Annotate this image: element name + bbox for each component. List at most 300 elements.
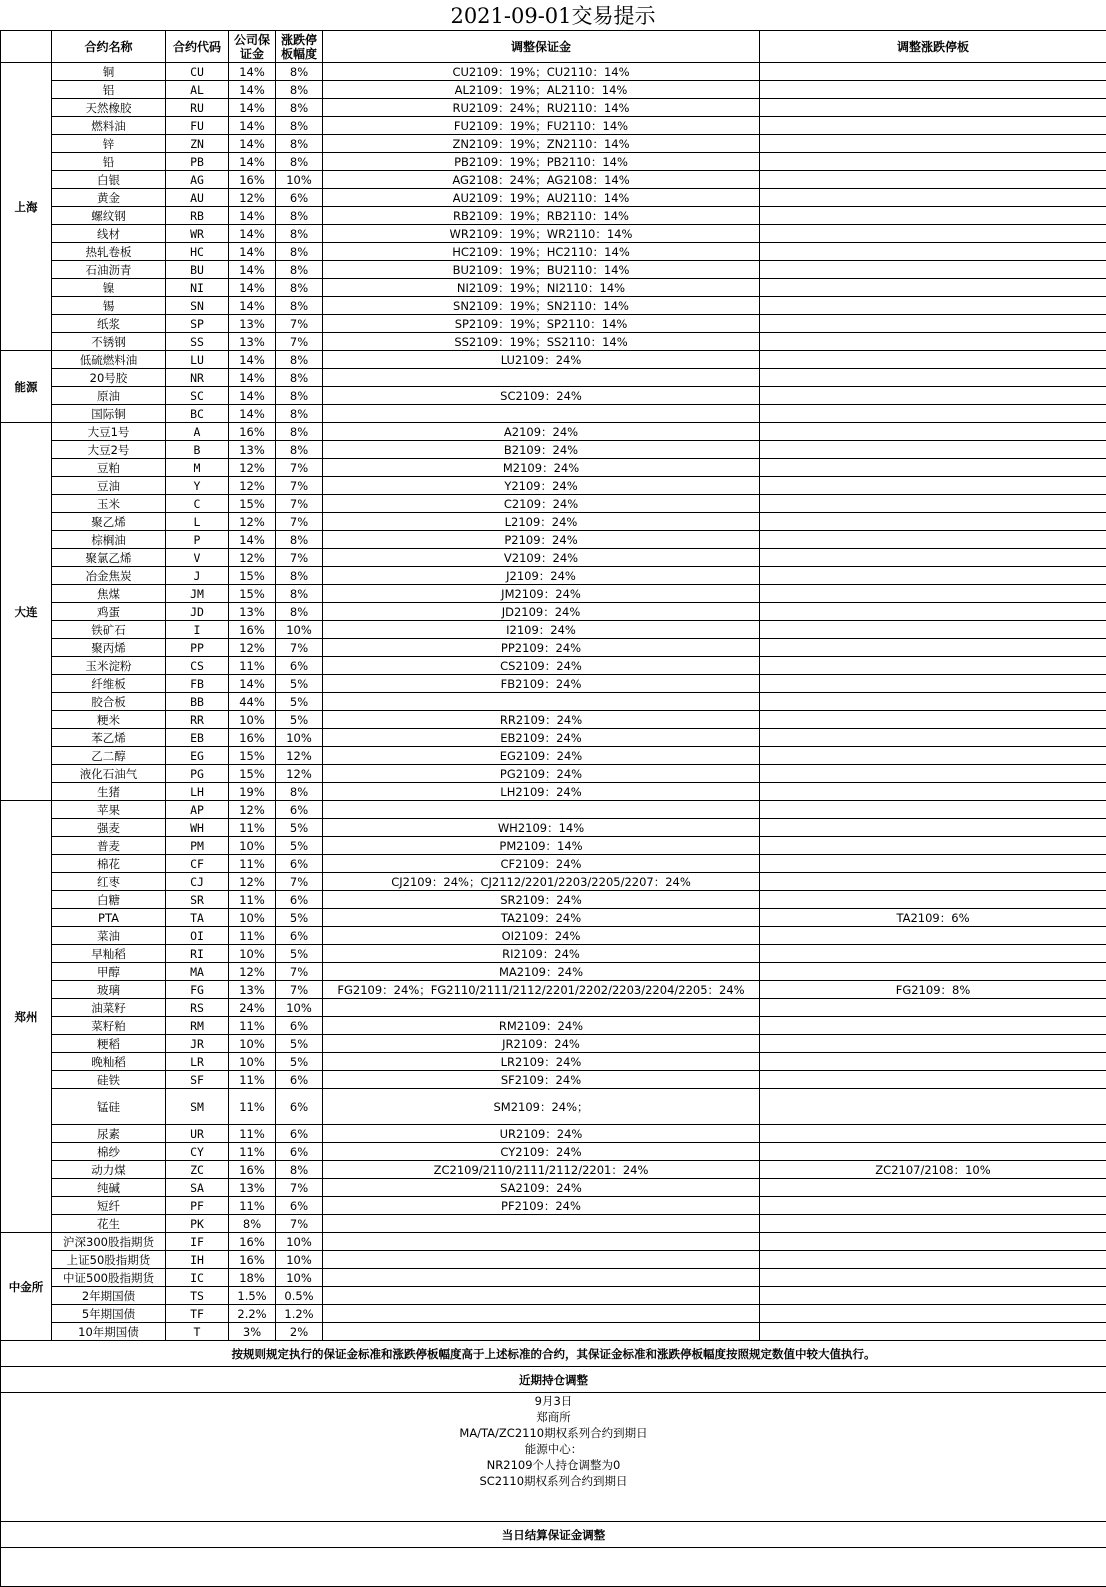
contract-row xyxy=(1,603,1106,621)
adjusted-margin-cell: B2109：24% xyxy=(323,441,760,459)
company-margin-cell: 15% xyxy=(229,747,276,765)
contract-name-cell: 苯乙烯 xyxy=(52,729,166,747)
contract-row xyxy=(1,855,1106,873)
adjusted-margin-cell: AL2109：19%；AL2110：14% xyxy=(323,81,760,99)
contract-code-cell: PB xyxy=(166,153,229,171)
price-limit-cell: 8% xyxy=(276,405,323,423)
contract-row xyxy=(1,765,1106,783)
price-limit-cell: 8% xyxy=(276,603,323,621)
header-adjusted-limit: 调整涨跌停板 xyxy=(760,31,1106,63)
position-note-line: 能源中心： xyxy=(1,1441,1106,1457)
adjusted-margin-cell: P2109：24% xyxy=(323,531,760,549)
contract-code-cell: SF xyxy=(166,1071,229,1089)
contract-row xyxy=(1,1305,1106,1323)
company-margin-cell: 12% xyxy=(229,801,276,819)
price-limit-cell: 5% xyxy=(276,675,323,693)
contract-name-cell: 甲醇 xyxy=(52,963,166,981)
company-margin-cell: 12% xyxy=(229,477,276,495)
price-limit-cell: 8% xyxy=(276,351,323,369)
contract-row xyxy=(1,513,1106,531)
contract-code-cell: LU xyxy=(166,351,229,369)
company-margin-cell: 16% xyxy=(229,423,276,441)
contract-code-cell: A xyxy=(166,423,229,441)
contract-row xyxy=(1,117,1106,135)
company-margin-cell: 2.2% xyxy=(229,1305,276,1323)
price-limit-cell: 5% xyxy=(276,1035,323,1053)
contract-row xyxy=(1,1125,1106,1143)
price-limit-cell: 7% xyxy=(276,1179,323,1197)
contract-code-cell: JM xyxy=(166,585,229,603)
company-margin-cell: 14% xyxy=(229,351,276,369)
adjusted-limit-cell xyxy=(760,531,1106,549)
price-limit-cell: 5% xyxy=(276,693,323,711)
contract-name-cell: 锌 xyxy=(52,135,166,153)
contract-code-cell: NI xyxy=(166,279,229,297)
contract-code-cell: SA xyxy=(166,1179,229,1197)
adjusted-limit-cell xyxy=(760,369,1106,387)
contract-name-cell: 苹果 xyxy=(52,801,166,819)
company-margin-cell: 14% xyxy=(229,117,276,135)
price-limit-cell: 8% xyxy=(276,369,323,387)
price-limit-cell: 6% xyxy=(276,801,323,819)
adjusted-limit-cell xyxy=(760,891,1106,909)
contract-row xyxy=(1,1269,1106,1287)
adjusted-margin-cell: LH2109：24% xyxy=(323,783,760,801)
contract-row xyxy=(1,171,1106,189)
contract-code-cell: ZC xyxy=(166,1161,229,1179)
settlement-title-row xyxy=(1,1522,1106,1548)
company-margin-cell: 14% xyxy=(229,81,276,99)
company-margin-cell: 13% xyxy=(229,603,276,621)
adjusted-margin-cell xyxy=(323,1251,760,1269)
company-margin-cell: 10% xyxy=(229,1035,276,1053)
header-exchange xyxy=(1,31,52,63)
contract-name-cell: 原油 xyxy=(52,387,166,405)
company-margin-cell: 16% xyxy=(229,171,276,189)
contract-code-cell: OI xyxy=(166,927,229,945)
price-limit-cell: 6% xyxy=(276,1089,323,1125)
adjusted-margin-cell: L2109：24% xyxy=(323,513,760,531)
contract-name-cell: 铅 xyxy=(52,153,166,171)
adjusted-margin-cell: AU2109：19%；AU2110：14% xyxy=(323,189,760,207)
adjusted-limit-cell xyxy=(760,1143,1106,1161)
company-margin-cell: 14% xyxy=(229,153,276,171)
contract-name-cell: 镍 xyxy=(52,279,166,297)
contract-row xyxy=(1,297,1106,315)
company-margin-cell: 11% xyxy=(229,855,276,873)
price-limit-cell: 1.2% xyxy=(276,1305,323,1323)
contract-row xyxy=(1,945,1106,963)
company-margin-cell: 14% xyxy=(229,369,276,387)
adjusted-limit-cell xyxy=(760,243,1106,261)
contract-code-cell: ZN xyxy=(166,135,229,153)
contract-name-cell: 螺纹钢 xyxy=(52,207,166,225)
contract-code-cell: SN xyxy=(166,297,229,315)
company-margin-cell: 19% xyxy=(229,783,276,801)
company-margin-cell: 14% xyxy=(229,297,276,315)
price-limit-cell: 8% xyxy=(276,81,323,99)
contract-code-cell: P xyxy=(166,531,229,549)
position-section-title: 近期持仓调整 xyxy=(1,1367,1106,1393)
company-margin-cell: 13% xyxy=(229,441,276,459)
contract-name-cell: 玻璃 xyxy=(52,981,166,999)
contract-name-cell: 5年期国债 xyxy=(52,1305,166,1323)
adjusted-margin-cell: CY2109：24% xyxy=(323,1143,760,1161)
price-limit-cell: 2% xyxy=(276,1323,323,1341)
position-note-line: 9月3日 xyxy=(1,1393,1106,1409)
adjusted-limit-cell xyxy=(760,675,1106,693)
adjusted-margin-cell: FB2109：24% xyxy=(323,675,760,693)
price-limit-cell: 7% xyxy=(276,315,323,333)
price-limit-cell: 6% xyxy=(276,855,323,873)
adjusted-margin-cell: MA2109：24% xyxy=(323,963,760,981)
company-margin-cell: 14% xyxy=(229,99,276,117)
price-limit-cell: 5% xyxy=(276,837,323,855)
contract-name-cell: 线材 xyxy=(52,225,166,243)
contract-code-cell: WH xyxy=(166,819,229,837)
price-limit-cell: 8% xyxy=(276,117,323,135)
contract-name-cell: 硅铁 xyxy=(52,1071,166,1089)
company-margin-cell: 24% xyxy=(229,999,276,1017)
company-margin-cell: 11% xyxy=(229,927,276,945)
price-limit-cell: 10% xyxy=(276,1251,323,1269)
contract-code-cell: LH xyxy=(166,783,229,801)
header-adjusted-margin: 调整保证金 xyxy=(323,31,760,63)
company-margin-cell: 12% xyxy=(229,189,276,207)
contract-code-cell: TF xyxy=(166,1305,229,1323)
company-margin-cell: 14% xyxy=(229,135,276,153)
price-limit-cell: 6% xyxy=(276,1125,323,1143)
contract-code-cell: BC xyxy=(166,405,229,423)
contract-name-cell: 花生 xyxy=(52,1215,166,1233)
contract-row xyxy=(1,801,1106,819)
adjusted-limit-cell xyxy=(760,495,1106,513)
adjusted-margin-cell: ZC2109/2110/2111/2112/2201：24% xyxy=(323,1161,760,1179)
adjusted-margin-cell: EB2109：24% xyxy=(323,729,760,747)
adjusted-limit-cell xyxy=(760,801,1106,819)
adjusted-margin-cell: RB2109：19%；RB2110：14% xyxy=(323,207,760,225)
adjusted-margin-cell: RM2109：24% xyxy=(323,1017,760,1035)
company-margin-cell: 16% xyxy=(229,729,276,747)
contract-code-cell: JD xyxy=(166,603,229,621)
contract-code-cell: Y xyxy=(166,477,229,495)
contract-row xyxy=(1,441,1106,459)
company-margin-cell: 11% xyxy=(229,1071,276,1089)
contract-code-cell: SC xyxy=(166,387,229,405)
contract-row xyxy=(1,153,1106,171)
position-note-line: SC2110期权系列合约到期日 xyxy=(1,1473,1106,1489)
contract-name-cell: 纯碱 xyxy=(52,1179,166,1197)
company-margin-cell: 12% xyxy=(229,513,276,531)
adjusted-limit-cell xyxy=(760,477,1106,495)
contract-name-cell: 铝 xyxy=(52,81,166,99)
contract-row xyxy=(1,909,1106,927)
price-limit-cell: 12% xyxy=(276,765,323,783)
adjusted-limit-cell xyxy=(760,441,1106,459)
contract-code-cell: MA xyxy=(166,963,229,981)
contract-code-cell: NR xyxy=(166,369,229,387)
adjusted-limit-cell xyxy=(760,153,1106,171)
contract-row xyxy=(1,1089,1106,1125)
adjusted-margin-cell: SC2109：24% xyxy=(323,387,760,405)
price-limit-cell: 7% xyxy=(276,1215,323,1233)
contract-code-cell: RR xyxy=(166,711,229,729)
contract-code-cell: AL xyxy=(166,81,229,99)
price-limit-cell: 8% xyxy=(276,279,323,297)
adjusted-limit-cell xyxy=(760,567,1106,585)
company-margin-cell: 10% xyxy=(229,1053,276,1071)
adjusted-limit-cell xyxy=(760,1215,1106,1233)
adjusted-limit-cell xyxy=(760,405,1106,423)
contract-row xyxy=(1,279,1106,297)
adjusted-margin-cell: OI2109：24% xyxy=(323,927,760,945)
contract-code-cell: I xyxy=(166,621,229,639)
contract-row xyxy=(1,315,1106,333)
position-note-line: MA/TA/ZC2110期权系列合约到期日 xyxy=(1,1425,1106,1441)
contract-name-cell: 玉米 xyxy=(52,495,166,513)
adjusted-limit-cell xyxy=(760,1179,1106,1197)
adjusted-margin-cell: JD2109：24% xyxy=(323,603,760,621)
contract-row xyxy=(1,729,1106,747)
contract-name-cell: 纸浆 xyxy=(52,315,166,333)
adjusted-margin-cell: CJ2109：24%；CJ2112/2201/2203/2205/2207：24% xyxy=(323,873,760,891)
company-margin-cell: 11% xyxy=(229,819,276,837)
adjusted-margin-cell: FG2109：24%；FG2110/2111/2112/2201/2202/2203/2204/2205：24% xyxy=(323,981,760,999)
position-title-row xyxy=(1,1367,1106,1393)
contract-name-cell: 棉纱 xyxy=(52,1143,166,1161)
contract-code-cell: JR xyxy=(166,1035,229,1053)
contract-name-cell: 短纤 xyxy=(52,1197,166,1215)
price-limit-cell: 6% xyxy=(276,657,323,675)
price-limit-cell: 8% xyxy=(276,783,323,801)
adjusted-limit-cell xyxy=(760,927,1106,945)
adjusted-limit-cell xyxy=(760,855,1106,873)
company-margin-cell: 10% xyxy=(229,711,276,729)
company-margin-cell: 8% xyxy=(229,1215,276,1233)
contract-name-cell: 锰硅 xyxy=(52,1089,166,1125)
company-margin-cell: 13% xyxy=(229,333,276,351)
adjusted-limit-cell xyxy=(760,387,1106,405)
adjusted-margin-cell: SN2109：19%；SN2110：14% xyxy=(323,297,760,315)
adjusted-margin-cell: JR2109：24% xyxy=(323,1035,760,1053)
company-margin-cell: 12% xyxy=(229,873,276,891)
price-limit-cell: 8% xyxy=(276,135,323,153)
contract-row xyxy=(1,999,1106,1017)
contract-name-cell: 油菜籽 xyxy=(52,999,166,1017)
contract-code-cell: SR xyxy=(166,891,229,909)
contract-row xyxy=(1,1251,1106,1269)
adjusted-margin-cell xyxy=(323,1305,760,1323)
company-margin-cell: 15% xyxy=(229,567,276,585)
contract-code-cell: TS xyxy=(166,1287,229,1305)
price-limit-cell: 8% xyxy=(276,387,323,405)
adjusted-limit-cell xyxy=(760,225,1106,243)
adjusted-limit-cell: ZC2107/2108：10% xyxy=(760,1161,1106,1179)
adjusted-limit-cell xyxy=(760,1071,1106,1089)
contract-code-cell: IC xyxy=(166,1269,229,1287)
price-limit-cell: 5% xyxy=(276,945,323,963)
adjusted-limit-cell xyxy=(760,81,1106,99)
contract-row xyxy=(1,1017,1106,1035)
contract-row xyxy=(1,477,1106,495)
company-margin-cell: 14% xyxy=(229,279,276,297)
price-limit-cell: 5% xyxy=(276,1053,323,1071)
adjusted-limit-cell xyxy=(760,747,1106,765)
contract-row xyxy=(1,891,1106,909)
company-margin-cell: 12% xyxy=(229,459,276,477)
adjusted-margin-cell xyxy=(323,1287,760,1305)
adjusted-margin-cell: FU2109：19%；FU2110：14% xyxy=(323,117,760,135)
contract-code-cell: SM xyxy=(166,1089,229,1125)
adjusted-margin-cell xyxy=(323,1233,760,1251)
contract-code-cell: CS xyxy=(166,657,229,675)
contract-name-cell: 黄金 xyxy=(52,189,166,207)
adjusted-limit-cell xyxy=(760,135,1106,153)
contract-row xyxy=(1,1287,1106,1305)
contract-code-cell: LR xyxy=(166,1053,229,1071)
adjusted-margin-cell: PP2109：24% xyxy=(323,639,760,657)
header-price-limit: 涨跌停 板幅度 xyxy=(276,31,323,63)
adjusted-margin-cell: LR2109：24% xyxy=(323,1053,760,1071)
adjusted-margin-cell: I2109：24% xyxy=(323,621,760,639)
position-notes-row xyxy=(1,1393,1106,1522)
adjusted-limit-cell xyxy=(760,963,1106,981)
adjusted-limit-cell xyxy=(760,729,1106,747)
contract-name-cell: 棕榈油 xyxy=(52,531,166,549)
adjusted-margin-cell: JM2109：24% xyxy=(323,585,760,603)
adjusted-margin-cell: SR2109：24% xyxy=(323,891,760,909)
adjusted-margin-cell: CS2109：24% xyxy=(323,657,760,675)
company-margin-cell: 11% xyxy=(229,1125,276,1143)
adjusted-limit-cell xyxy=(760,1305,1106,1323)
contract-row xyxy=(1,549,1106,567)
contract-name-cell: 红枣 xyxy=(52,873,166,891)
price-limit-cell: 5% xyxy=(276,711,323,729)
table-body xyxy=(1,63,1106,1341)
company-margin-cell: 44% xyxy=(229,693,276,711)
price-limit-cell: 7% xyxy=(276,963,323,981)
contract-row xyxy=(1,261,1106,279)
company-margin-cell: 14% xyxy=(229,261,276,279)
contract-code-cell: EB xyxy=(166,729,229,747)
company-margin-cell: 11% xyxy=(229,1197,276,1215)
adjusted-margin-cell xyxy=(323,801,760,819)
contract-code-cell: PP xyxy=(166,639,229,657)
price-limit-cell: 7% xyxy=(276,477,323,495)
adjusted-limit-cell xyxy=(760,279,1106,297)
contract-name-cell: 天然橡胶 xyxy=(52,99,166,117)
contract-code-cell: AG xyxy=(166,171,229,189)
contract-name-cell: 晚籼稻 xyxy=(52,1053,166,1071)
contract-row xyxy=(1,387,1106,405)
adjusted-margin-cell: AG2108：24%；AG2108：14% xyxy=(323,171,760,189)
position-note-line: NR2109个人持仓调整为0 xyxy=(1,1457,1106,1473)
contract-code-cell: M xyxy=(166,459,229,477)
adjusted-margin-cell xyxy=(323,1323,760,1341)
contract-code-cell: SS xyxy=(166,333,229,351)
contract-row xyxy=(1,567,1106,585)
price-limit-cell: 8% xyxy=(276,585,323,603)
price-limit-cell: 7% xyxy=(276,981,323,999)
price-limit-cell: 8% xyxy=(276,423,323,441)
adjusted-limit-cell xyxy=(760,639,1106,657)
contract-name-cell: 铁矿石 xyxy=(52,621,166,639)
contract-name-cell: 聚丙烯 xyxy=(52,639,166,657)
contract-code-cell: RU xyxy=(166,99,229,117)
contract-row xyxy=(1,1143,1106,1161)
company-margin-cell: 14% xyxy=(229,207,276,225)
contract-code-cell: RM xyxy=(166,1017,229,1035)
price-limit-cell: 8% xyxy=(276,63,323,81)
contract-name-cell: 粳稻 xyxy=(52,1035,166,1053)
contract-row xyxy=(1,711,1106,729)
company-margin-cell: 15% xyxy=(229,495,276,513)
price-limit-cell: 10% xyxy=(276,171,323,189)
adjusted-limit-cell xyxy=(760,459,1106,477)
contract-code-cell: SP xyxy=(166,315,229,333)
contract-code-cell: PG xyxy=(166,765,229,783)
adjusted-margin-cell: TA2109：24% xyxy=(323,909,760,927)
contract-row xyxy=(1,1161,1106,1179)
adjusted-margin-cell: HC2109：19%；HC2110：14% xyxy=(323,243,760,261)
adjusted-limit-cell xyxy=(760,351,1106,369)
contract-name-cell: 不锈钢 xyxy=(52,333,166,351)
adjusted-margin-cell: PF2109：24% xyxy=(323,1197,760,1215)
exchange-name: 上海 xyxy=(1,63,52,351)
company-margin-cell: 14% xyxy=(229,63,276,81)
contract-name-cell: 菜籽粕 xyxy=(52,1017,166,1035)
contract-code-cell: PF xyxy=(166,1197,229,1215)
company-margin-cell: 10% xyxy=(229,945,276,963)
contract-row xyxy=(1,1323,1106,1341)
contract-name-cell: 石油沥青 xyxy=(52,261,166,279)
adjusted-limit-cell xyxy=(760,261,1106,279)
price-limit-cell: 8% xyxy=(276,441,323,459)
contract-name-cell: 乙二醇 xyxy=(52,747,166,765)
company-margin-cell: 16% xyxy=(229,621,276,639)
adjusted-limit-cell xyxy=(760,999,1106,1017)
page-title: 2021-09-01交易提示 xyxy=(0,2,1106,30)
company-margin-cell: 13% xyxy=(229,315,276,333)
adjusted-limit-cell xyxy=(760,1269,1106,1287)
contract-row xyxy=(1,459,1106,477)
company-margin-cell: 12% xyxy=(229,549,276,567)
contract-name-cell: 铜 xyxy=(52,63,166,81)
price-limit-cell: 8% xyxy=(276,567,323,585)
contract-row xyxy=(1,675,1106,693)
contract-name-cell: 锡 xyxy=(52,297,166,315)
contract-code-cell: CU xyxy=(166,63,229,81)
contract-code-cell: CF xyxy=(166,855,229,873)
adjusted-limit-cell xyxy=(760,513,1106,531)
contract-name-cell: 粳米 xyxy=(52,711,166,729)
contract-row xyxy=(1,63,1106,81)
contract-name-cell: 聚氯乙烯 xyxy=(52,549,166,567)
rule-note-row xyxy=(1,1341,1106,1367)
adjusted-margin-cell: SF2109：24% xyxy=(323,1071,760,1089)
adjusted-margin-cell: SA2109：24% xyxy=(323,1179,760,1197)
adjusted-limit-cell xyxy=(760,423,1106,441)
adjusted-margin-cell: LU2109：24% xyxy=(323,351,760,369)
contract-row xyxy=(1,1071,1106,1089)
adjusted-limit-cell xyxy=(760,711,1106,729)
adjusted-margin-cell: PG2109：24% xyxy=(323,765,760,783)
contract-row xyxy=(1,81,1106,99)
contract-name-cell: 白糖 xyxy=(52,891,166,909)
adjusted-limit-cell: TA2109：6% xyxy=(760,909,1106,927)
contract-row xyxy=(1,693,1106,711)
contract-code-cell: PM xyxy=(166,837,229,855)
